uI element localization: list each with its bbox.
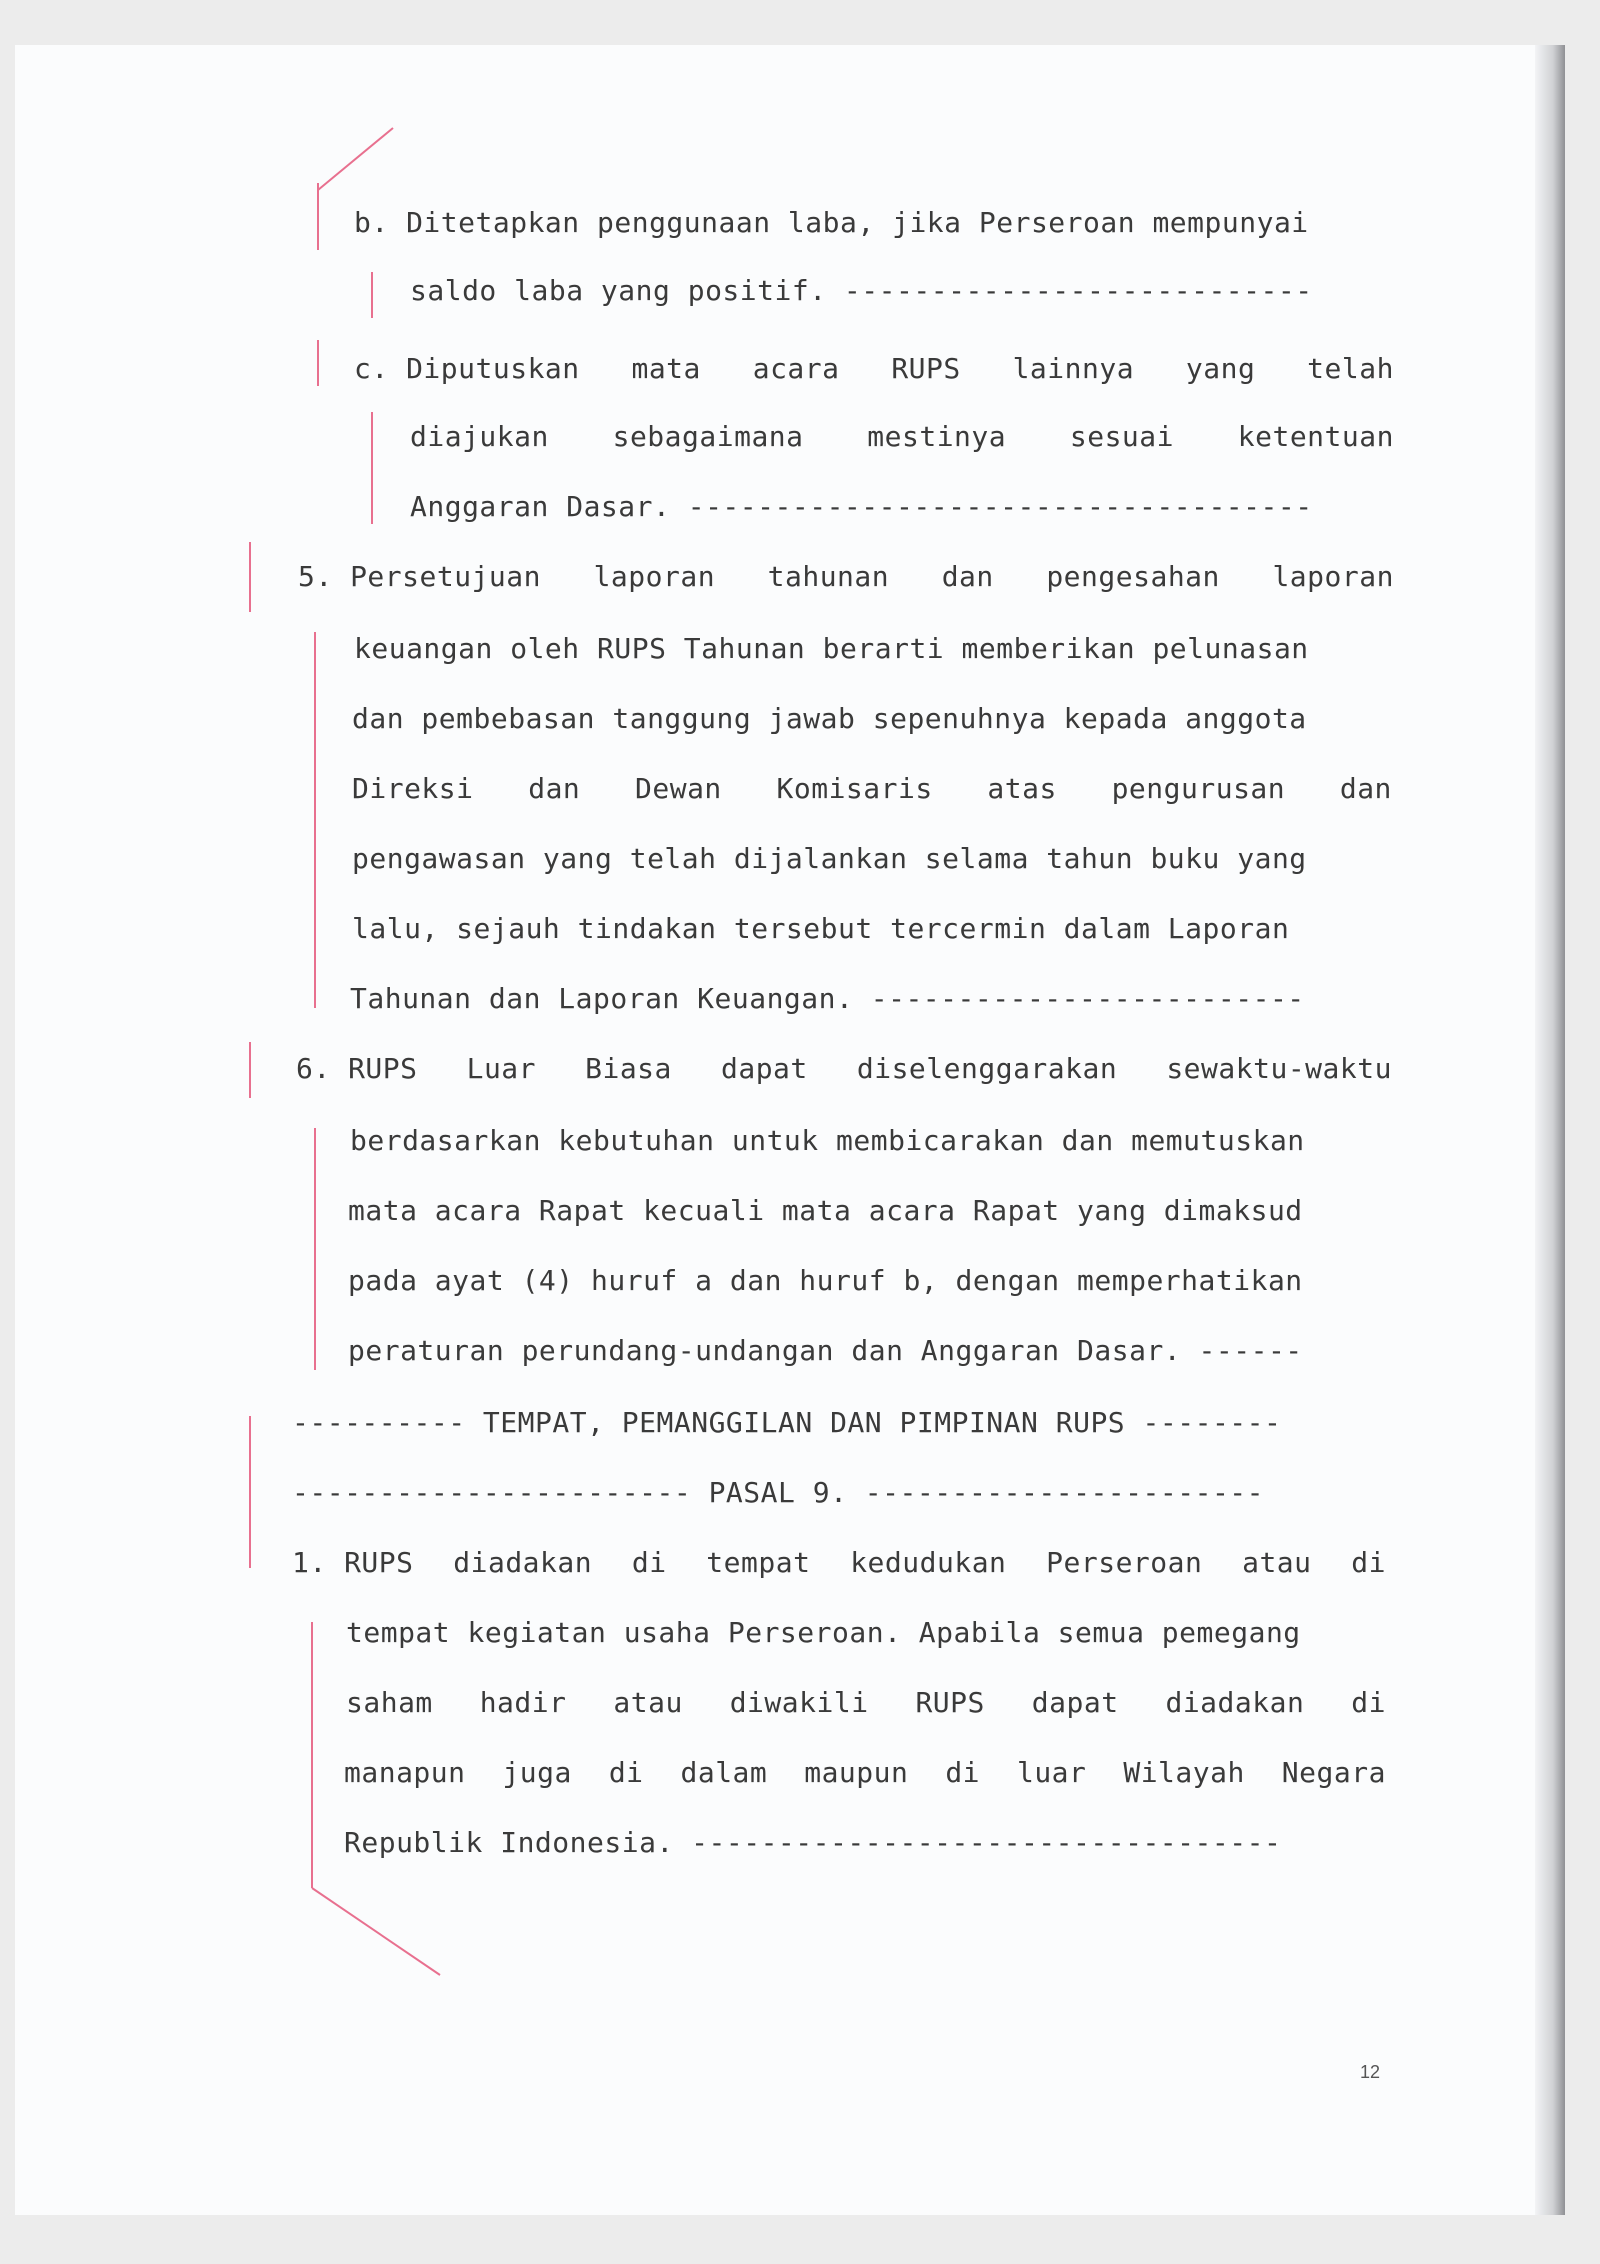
text-line-5c: dan pembebasan tanggung jawab sepenuhnya kepada anggota: [352, 702, 1307, 735]
text-line-b1: b. Ditetapkan penggunaan laba, jika Perseroan mempunyai: [354, 206, 1309, 239]
article-heading: ----------------------- PASAL 9. -----------------------: [292, 1476, 1265, 1509]
text-line-9-1e: Republik Indonesia. ----------------------------------: [344, 1826, 1282, 1859]
text-line-9-1c: saham hadir atau diwakili RUPS dapat diadakan di: [346, 1686, 1386, 1719]
text-line-9-1a: 1. RUPS diadakan di tempat kedudukan Perseroan atau di: [292, 1546, 1386, 1579]
text-line-5b: keuangan oleh RUPS Tahunan berarti memberikan pelunasan: [354, 632, 1309, 665]
bottom-diagonal-marker: [312, 1888, 440, 1975]
text-line-c3: Anggaran Dasar. ------------------------------------: [410, 490, 1313, 523]
text-line-9-1b: tempat kegiatan usaha Perseroan. Apabila semua pemegang: [346, 1616, 1301, 1649]
text-line-c1: c. Diputuskan mata acara RUPS lainnya yang telah: [354, 352, 1394, 385]
text-line-5g: Tahunan dan Laporan Keuangan. -------------------------: [350, 982, 1305, 1015]
text-line-5e: pengawasan yang telah dijalankan selama tahun buku yang: [352, 842, 1307, 875]
text-line-9-1d: manapun juga di dalam maupun di luar Wilayah Negara: [344, 1756, 1386, 1789]
section-heading: ---------- TEMPAT, PEMANGGILAN DAN PIMPINAN RUPS --------: [292, 1406, 1282, 1439]
text-line-6a: 6. RUPS Luar Biasa dapat diselenggarakan sewaktu-waktu: [296, 1052, 1392, 1085]
text-line-6c: mata acara Rapat kecuali mata acara Rapat yang dimaksud: [348, 1194, 1303, 1227]
text-line-6e: peraturan perundang-undangan dan Anggaran Dasar. ------: [348, 1334, 1303, 1367]
text-line-6d: pada ayat (4) huruf a dan huruf b, dengan memperhatikan: [348, 1264, 1303, 1297]
top-diagonal-marker: [318, 128, 393, 190]
text-line-5d: Direksi dan Dewan Komisaris atas pengurusan dan: [352, 772, 1392, 805]
text-line-5a: 5. Persetujuan laporan tahunan dan pengesahan laporan: [298, 560, 1394, 593]
text-line-6b: berdasarkan kebutuhan untuk membicarakan dan memutuskan: [350, 1124, 1305, 1157]
page-number: 12: [1360, 2062, 1381, 2082]
text-line-5f: lalu, sejauh tindakan tersebut tercermin dalam Laporan: [352, 912, 1290, 945]
text-line-b2: saldo laba yang positif. ---------------------------: [410, 274, 1313, 307]
text-line-c2: diajukan sebagaimana mestinya sesuai ketentuan: [410, 420, 1394, 453]
